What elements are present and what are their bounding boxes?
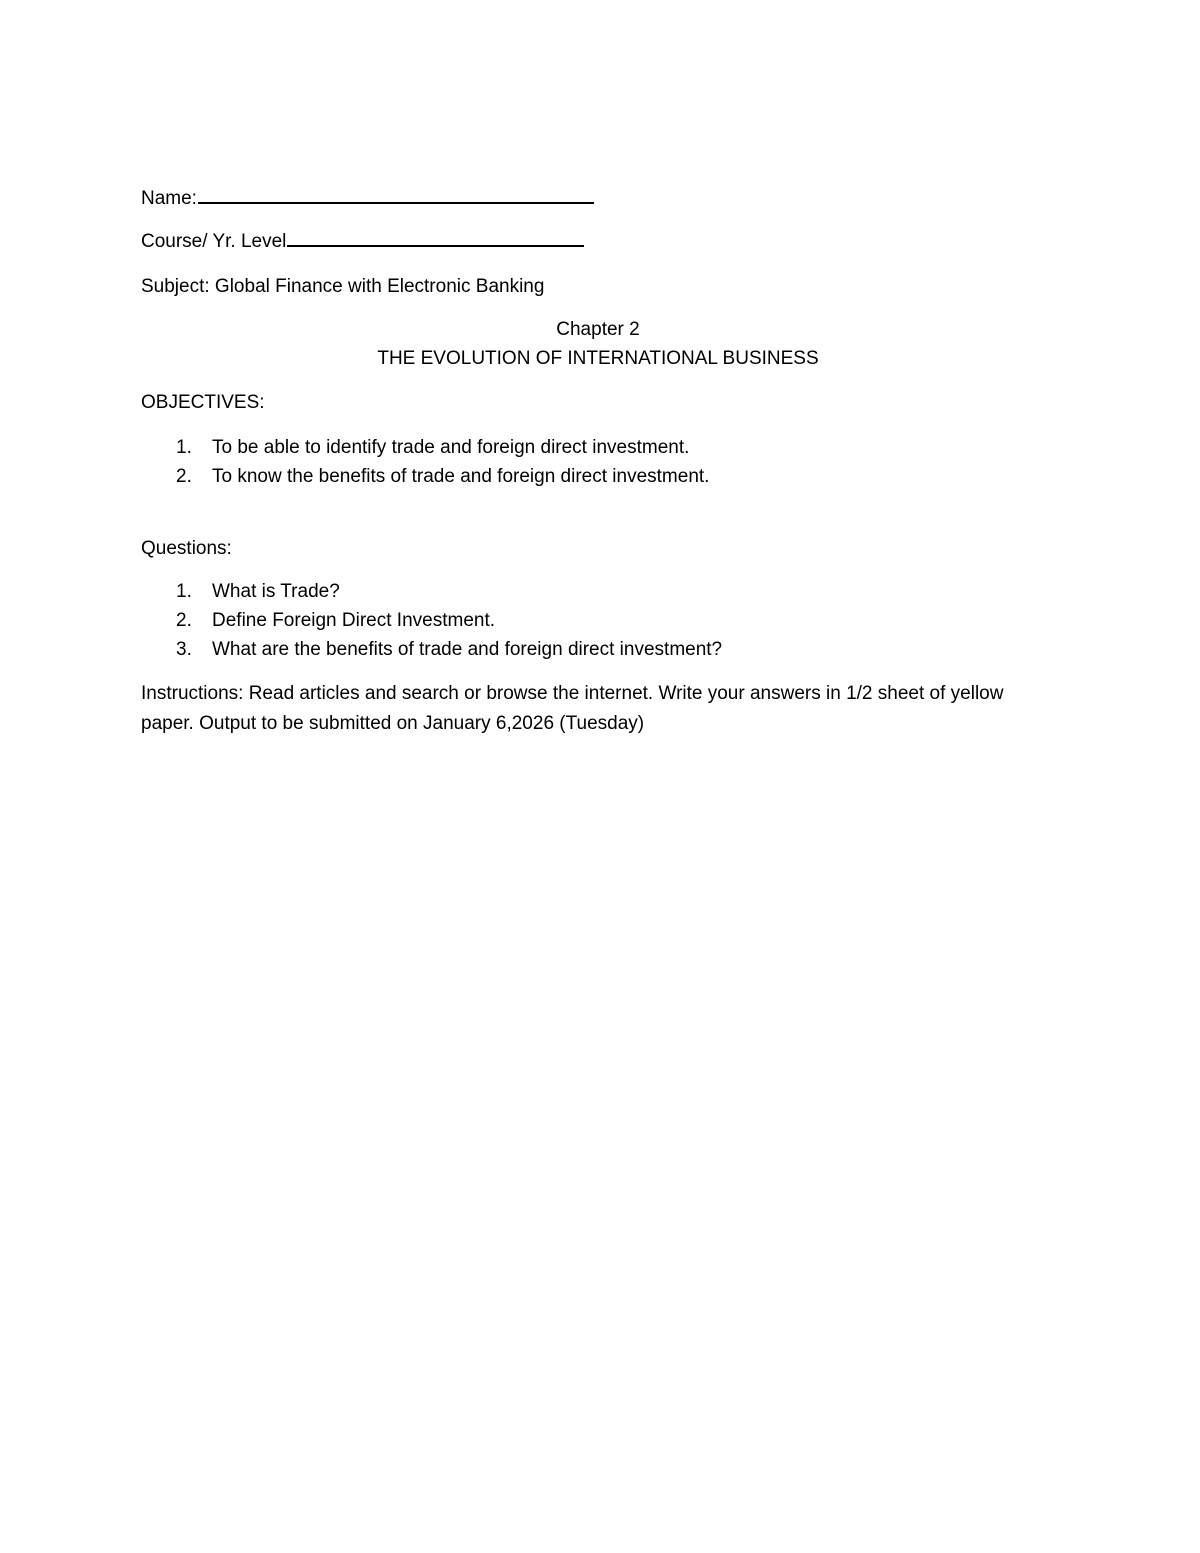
list-number: 1. xyxy=(176,581,192,602)
chapter-heading: THE EVOLUTION OF INTERNATIONAL BUSINESS xyxy=(377,348,819,369)
list-number: 2. xyxy=(176,466,192,487)
list-number: 2. xyxy=(176,610,192,631)
question-item xyxy=(176,581,340,604)
list-text: Define Foreign Direct Investment. xyxy=(212,610,496,631)
name-blank-line xyxy=(198,188,594,204)
list-text: What is Trade? xyxy=(212,581,340,602)
question-item xyxy=(176,610,495,633)
subject-line: Subject: Global Finance with Electronic Banking xyxy=(141,276,545,297)
name-field xyxy=(141,188,594,211)
list-text: To be able to identify trade and foreign direct investment. xyxy=(212,437,690,458)
name-label: Name: xyxy=(141,188,197,209)
course-field xyxy=(141,231,584,254)
objective-item xyxy=(176,466,709,489)
objectives-label: OBJECTIVES: xyxy=(141,392,265,413)
question-item xyxy=(176,639,722,662)
list-number: 3. xyxy=(176,639,192,660)
questions-label: Questions: xyxy=(141,538,232,559)
list-text: To know the benefits of trade and foreign direct investment. xyxy=(212,466,710,487)
chapter-title: Chapter 2 xyxy=(556,319,640,340)
instructions-paragraph: Instructions: Read articles and search or browse the internet. Write your answers in 1/2 sheet of yellow paper. Output to be submitted on January 6,2026 (Tuesday) xyxy=(141,683,1004,734)
course-label: Course/ Yr. Level xyxy=(141,231,287,252)
list-number: 1. xyxy=(176,437,192,458)
list-text: What are the benefits of trade and foreign direct investment? xyxy=(212,639,723,660)
objective-item xyxy=(176,437,689,460)
course-blank-line xyxy=(287,231,584,247)
